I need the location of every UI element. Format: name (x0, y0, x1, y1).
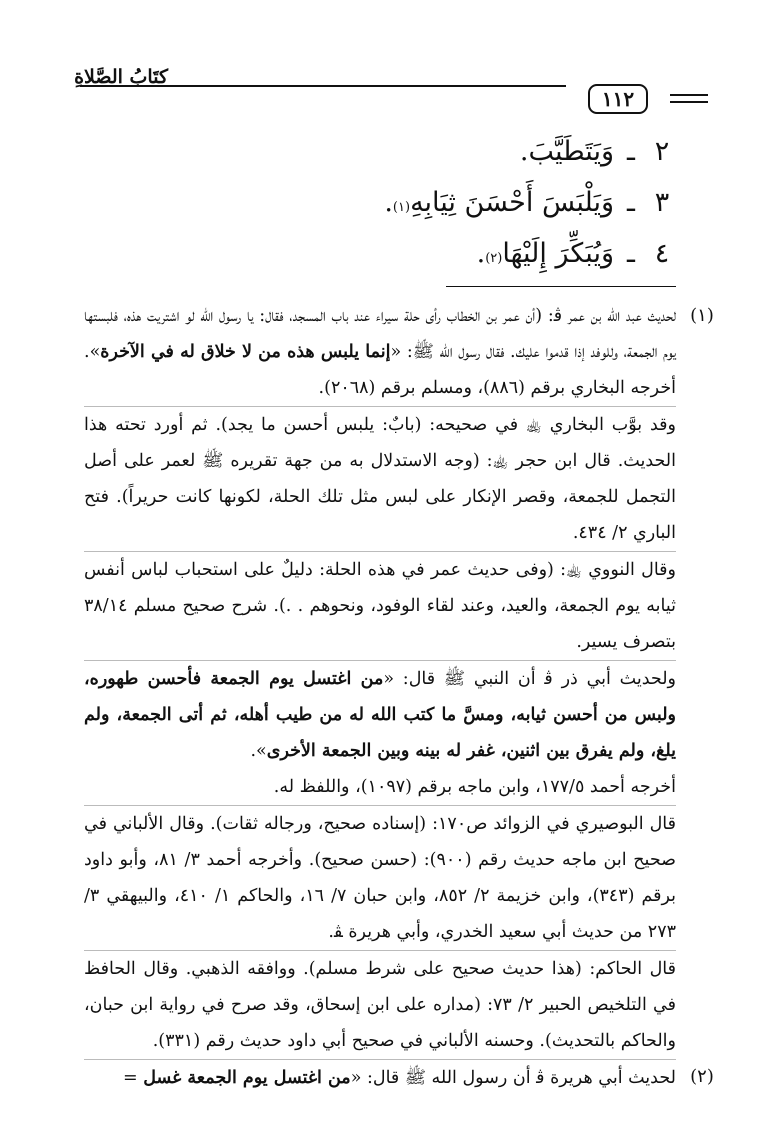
footnote-paragraph (84, 660, 676, 769)
footnote-text: ولحديث أبي ذر ﭬ أن النبي ﷺ قال: « (383, 669, 676, 689)
list-item (76, 130, 676, 181)
hadith-text: إنما يلبس هذه من لا خلاق له في الآخرة (100, 342, 391, 362)
item-text: وَيَلْبَسَ أَحْسَنَ ثِيَابِهِ (410, 187, 614, 218)
book-title: كتَابُ الصَّلاةِ (74, 66, 168, 88)
footnote-separator (446, 286, 676, 287)
footnotes (84, 298, 714, 1096)
item-dash: ـ (627, 238, 635, 269)
footnote-paragraph: وقد بوَّب البخاري ﵀ في صحيحه: (بابٌ: يلبس أحسن ما يجد). ثم أورد تحته هذا الحديث. قال ابن حجر ﵀: (وجه الاستدلال به من جهة تقريره ﷺ لعمر على أصل التجمل للجمعة، وقصر الإنكار على لبس مثل تلك الحلة، لكونها كانت حريراً). فتح الباري ٢/ ٤٣٤. (84, 406, 676, 551)
item-text: وَيَتَطَيَّبَ. (519, 136, 614, 167)
page-number: ١١٢ (588, 84, 648, 114)
footnote-2 (84, 1059, 714, 1096)
footnote-paragraph (84, 298, 676, 406)
footnote-ref: (٢) (485, 251, 503, 266)
footnote-paragraph: قال البوصيري في الزوائد ص١٧٠: (إسناده صحيح، ورجاله ثقات). وقال الألباني في صحيح ابن ماجه حديث رقم (٩٠٠): (حسن صحيح). وأخرجه أحمد ٣/ ٨١، وأبو داود برقم (٣٤٣)، وابن خزيمة ٢/ ٨٥٢، وابن حبان ٧/ ١٦، والحاكم ١/ ٤١٠، والبيهقي ٣/ ٢٧٣ من حديث أبي سعيد الخدري، وأبي هريرة ﭭ. (84, 805, 676, 950)
page-number-frame (566, 83, 670, 115)
footnote-ref: (١) (392, 200, 411, 215)
continuation-mark: = (123, 1068, 144, 1088)
item-end: . (384, 187, 393, 218)
item-dash: ـ (627, 136, 635, 167)
footnote-paragraph: أخرجه أحمد ١٧٧/٥، وابن ماجه برقم (١٠٩٧)، واللفظ له. (273, 777, 676, 797)
main-text (76, 130, 676, 283)
footnote-label: (٢) (690, 1066, 714, 1087)
footnote-text: ». (250, 741, 267, 761)
item-dash: ـ (627, 187, 635, 218)
item-text: وَيُبَكِّرَ إِلَيْهَا (502, 238, 614, 269)
footnote-text: لحديث أبي هريرة ﭬ أن رسول الله ﷺ قال: « (350, 1068, 676, 1088)
list-item (76, 181, 676, 232)
footnote-1 (84, 298, 714, 1059)
footnote-label: (١) (690, 305, 714, 326)
item-number: ٣ (654, 187, 670, 218)
header-double-line (670, 94, 708, 103)
footnote-text: لحديث عبد الله بن عمر ﭬ: (أن عمر بن الخطاب رأى حلة سيراء عند باب المسجد، فقال: يا رسول الله لو اشتريت هذه، فلبستها يوم الجمعة، وللوفد إذا قدموا عليك. فقال رسول الله ﷺ: « (84, 306, 676, 362)
footnote-paragraph: وقال النووي ﵀: (وفى حديث عمر في هذه الحلة: دليلٌ على استحباب لباس أنفس ثيابه يوم الجمعة، والعيد، وعند لقاء الوفود، ونحوهم . .). شرح صحيح مسلم ٣٨/١٤ بتصرف يسير. (84, 551, 676, 660)
item-end: . (476, 238, 486, 269)
hadith-text: من اغتسل يوم الجمعة غسل (143, 1068, 351, 1088)
item-number: ٤ (654, 238, 670, 269)
footnote-paragraph (84, 1059, 676, 1096)
footnote-paragraph: قال الحاكم: (هذا حديث صحيح على شرط مسلم). ووافقه الذهبي. وقال الحافظ في التلخيص الحبير ٢/ ٧٣: (مداره على ابن إسحاق، وقد صرح في رواية ابن حبان، والحاكم بالتحديث). وحسنه الألباني في صحيح أبي داود حديث رقم (٣٣١). (84, 950, 676, 1059)
footnote-text: ». أخرجه البخاري برقم (٨٨٦)، ومسلم برقم (٢٠٦٨). (84, 342, 676, 398)
item-number: ٢ (654, 136, 670, 167)
hadith-text: من اغتسل يوم الجمعة فأحسن طهوره، ولبس من أحسن ثيابه، ومسَّ ما كتب الله له من طيب أهله، ثم أتى الجمعة، ولم يلغ، ولم يفرق بين اثنين، غفر له بينه وبين الجمعة الأخرى (84, 669, 676, 761)
header-rule (80, 85, 566, 87)
list-item (76, 232, 676, 283)
